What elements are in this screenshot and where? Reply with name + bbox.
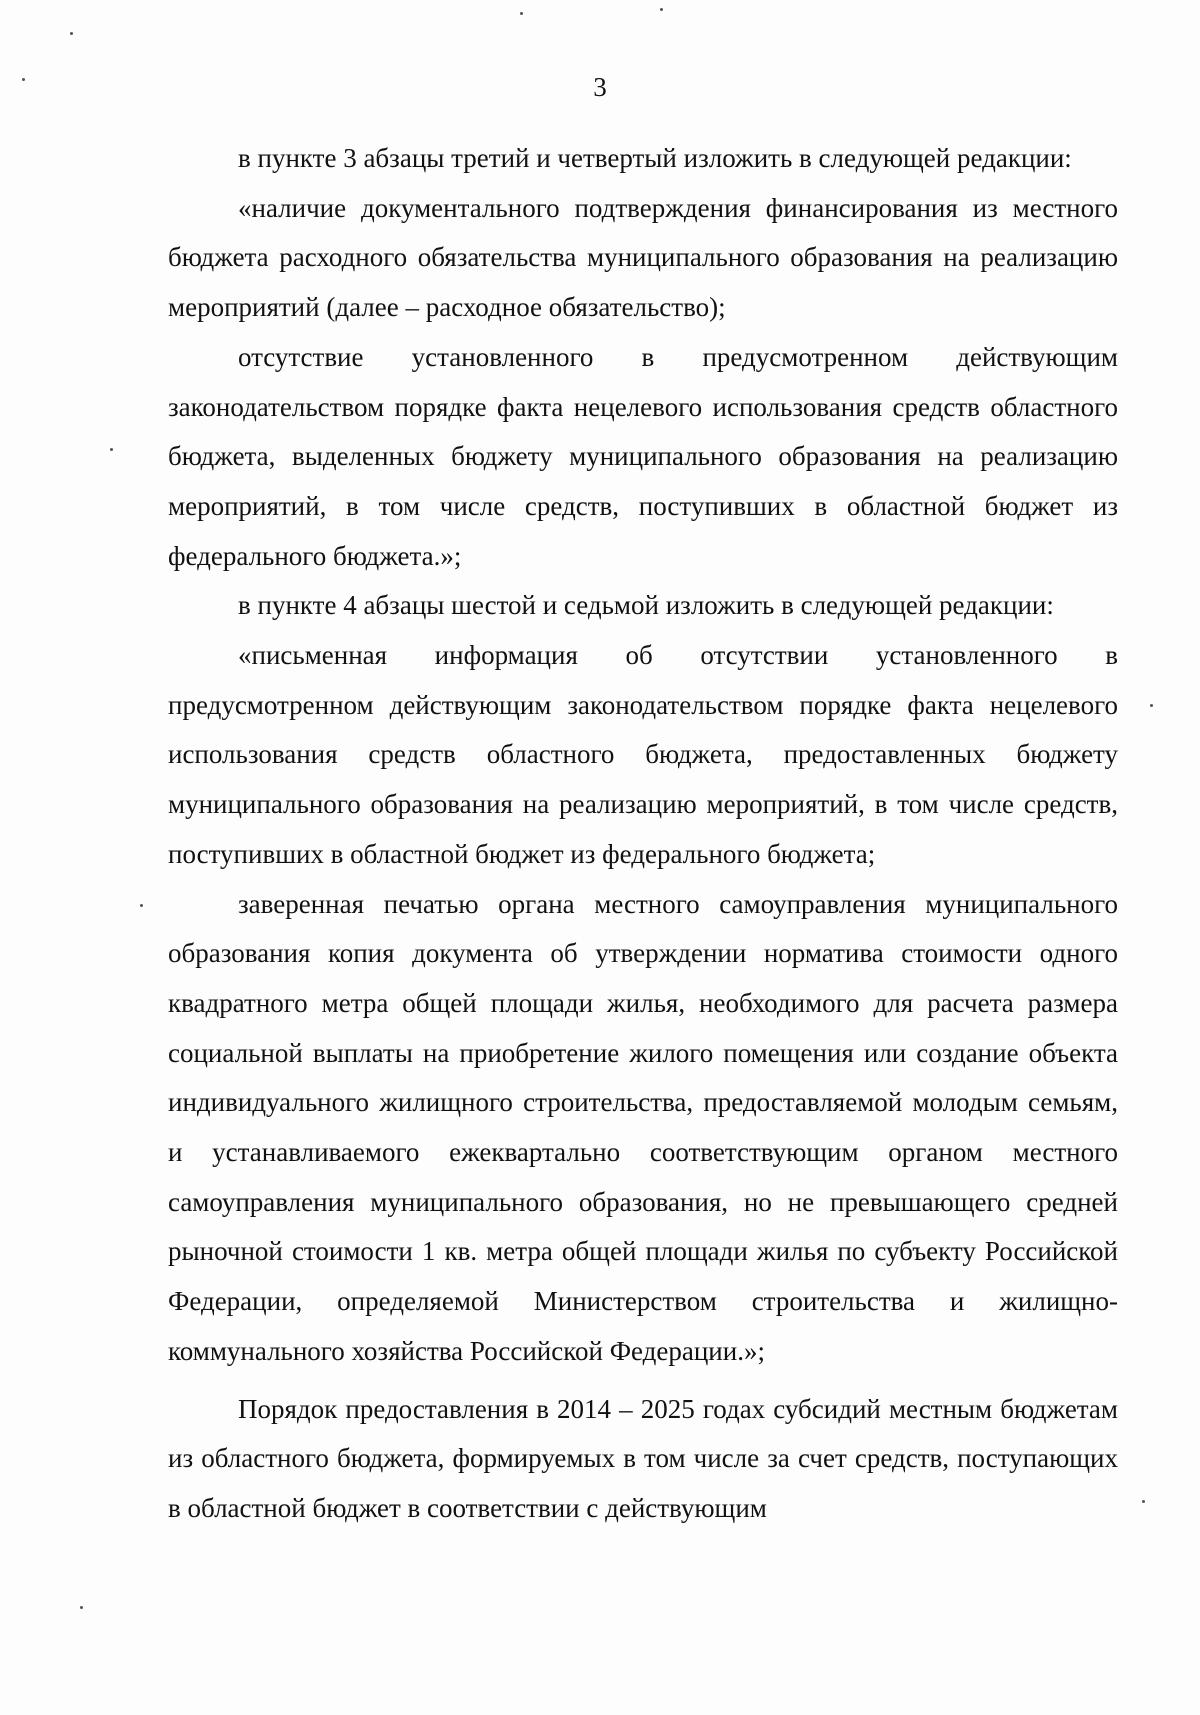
page-number: 3: [593, 72, 607, 102]
paragraph-1: в пункте 3 абзацы третий и четвертый изложить в следующей редакции:: [238, 143, 1072, 173]
paragraph-3: отсутствие установленного в предусмотренном действующим законодательством порядке факта нецелевого использования средств областного бюджета, выделенных бюджету муниципального образования на реализацию мероприятий, в том числе средств, поступивших в областной бюджет из федерального бюджета.»;: [168, 341, 1118, 571]
scan-speck: [660, 8, 663, 11]
scan-speck: [110, 448, 113, 451]
scan-speck: [70, 32, 73, 35]
paragraph-4: в пункте 4 абзацы шестой и седьмой изложить в следующей редакции:: [238, 590, 1054, 621]
document-body: [168, 134, 1118, 1534]
scan-speck: [1150, 704, 1153, 707]
scan-speck: [520, 12, 523, 15]
paragraph-6: заверенная печатью органа местного самоуправления муниципального образования копия документа об утверждении норматива стоимости одного квадратного метра общей площади жилья, необходимого для расчета размера социальной выплаты на приобретение жилого помещения или создание объекта индивидуального жилищного строительства, предоставляемой молодым семьям, и устанавливаемого ежеквартально соответствующим органом местного самоуправления муниципального образования, но не превышающего средней рыночной стоимости 1 кв. метра общей площади жилья по субъекту Российской Федерации, определяемой Министерством строительства и жилищно-коммунального хозяйства Российской Федерации.»;: [168, 888, 1118, 1366]
scan-speck: [1142, 1500, 1145, 1503]
scan-speck: [22, 78, 25, 81]
paragraph-5: «письменная информация об отсутствии установленного в предусмотренном действующим законодательством порядке факта нецелевого использования средств областного бюджета, предоставленных бюджету муниципального образования на реализацию мероприятий, в том числе средств, поступивших в областной бюджет из федерального бюджета;: [168, 640, 1118, 869]
paragraph-2: «наличие документального подтверждения финансирования из местного бюджета расходного обязательства муниципального образования на реализацию мероприятий (далее – расходное обязательство);: [168, 192, 1118, 323]
scan-speck: [80, 1606, 83, 1609]
paragraph-7: Порядок предоставления в 2014 – 2025 годах субсидий местным бюджетам из областного бюджета, формируемых в том числе за счет средств, поступающих в областной бюджет в соответствии с действующим: [168, 1393, 1118, 1523]
scan-speck: [140, 904, 143, 907]
